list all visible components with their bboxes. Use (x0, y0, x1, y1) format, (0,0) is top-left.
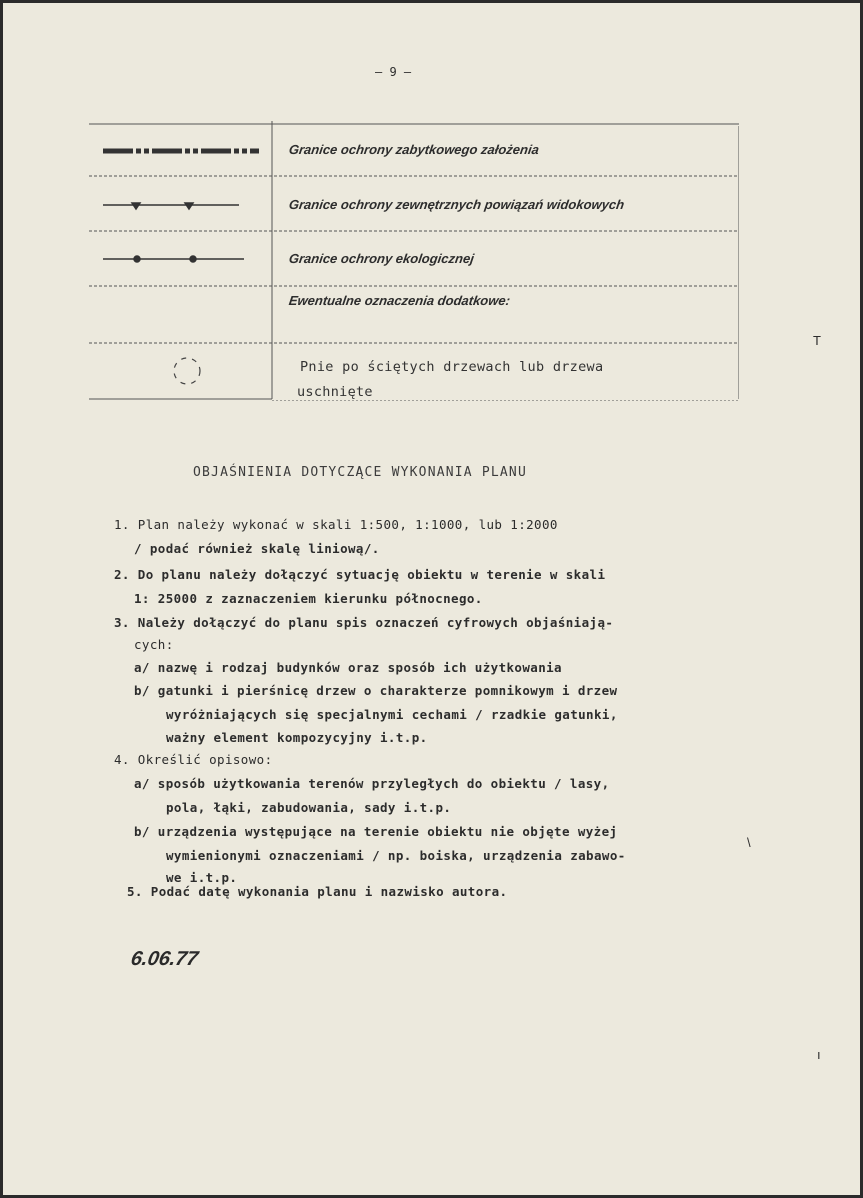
instruction-line: 2. Do planu należy dołączyć sytuację obiektu w terenie w skali (114, 567, 606, 582)
instruction-line: 4. Określić opisowo: (114, 752, 273, 767)
instruction-line: 5. Podać datę wykonania planu i nazwisko autora. (127, 884, 508, 899)
handwritten-date: 6.06.77 (129, 948, 200, 970)
margin-mark: ı (817, 1047, 821, 1062)
instruction-line: b/ urządzenia występujące na terenie obiektu nie objęte wyżej (134, 824, 618, 839)
section-heading: OBJAŚNIENIA DOTYCZĄCE WYKONANIA PLANU (193, 465, 527, 480)
instruction-line: / podać również skalę liniową/. (134, 541, 380, 556)
margin-mark: \ (747, 835, 751, 850)
instruction-line: wymienionymi oznaczeniami / np. boiska, urządzenia zabawo- (166, 848, 626, 863)
widokowe-boundary-symbol (103, 203, 239, 209)
instruction-line: 1: 25000 z zaznaczeniem kierunku północnego. (134, 591, 483, 606)
instruction-line: pola, łąki, zabudowania, sady i.t.p. (166, 800, 452, 815)
instruction-line: a/ sposób użytkowania terenów przyległych do obiektu / lasy, (134, 776, 610, 791)
instruction-line: 3. Należy dołączyć do planu spis oznaczeń cyfrowych objaśniają- (114, 615, 614, 630)
instruction-line: wyróżniających się specjalnymi cechami / rzadkie gatunki, (166, 707, 618, 722)
instruction-line: cych: (134, 637, 174, 652)
instruction-line: a/ nazwę i rodzaj budynków oraz sposób ich użytkowania (134, 660, 562, 675)
tree-stump-symbol (174, 358, 200, 384)
legend-table (89, 121, 739, 401)
legend-label-widokowe: Granice ochrony zewnętrznych powiązań widokowych (287, 197, 626, 212)
legend-label-stumps-line2: uschnięte (297, 384, 373, 400)
document-page (3, 3, 860, 1195)
legend-label-stumps-line1: Pnie po ściętych drzewach lub drzewa (300, 359, 604, 375)
margin-mark: T (813, 333, 821, 348)
legend-label-ekologiczne: Granice ochrony ekologicznej (287, 251, 476, 266)
ekologiczne-boundary-symbol (103, 256, 244, 262)
instruction-line: b/ gatunki i pierśnicę drzew o charakterze pomnikowym i drzew (134, 683, 618, 698)
instruction-line: ważny element kompozycyjny i.t.p. (166, 730, 428, 745)
instruction-line: we i.t.p. (166, 870, 238, 885)
instruction-line: 1. Plan należy wykonać w skali 1:500, 1:1000, lub 1:2000 (114, 517, 558, 532)
legend-section-header: Ewentualne oznaczenia dodatkowe: (287, 293, 512, 308)
page-number: — 9 — (375, 65, 412, 79)
legend-label-zabytek: Granice ochrony zabytkowego założenia (287, 142, 541, 157)
